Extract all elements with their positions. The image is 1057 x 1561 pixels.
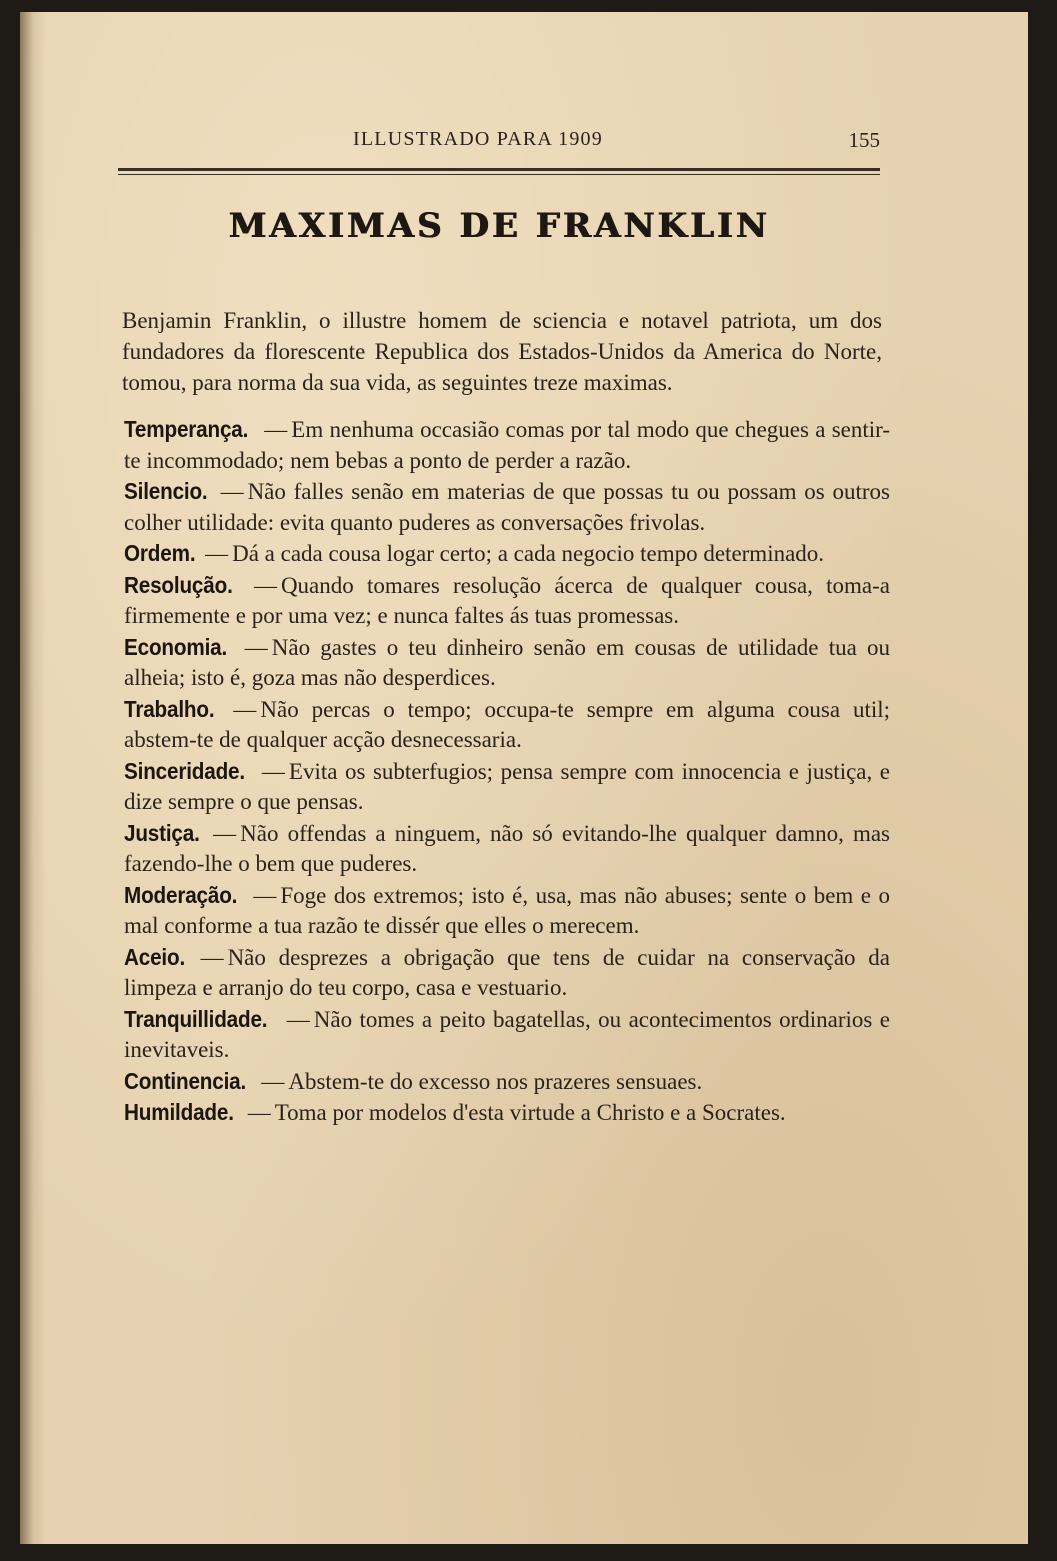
maxim-text: Não desprezes a obrigação que tens de cuidar na conservação da limpeza e arranjo do teu corpo, casa e vestuario. [124,944,890,1000]
article-heading: MAXIMAS DE FRANKLIN [228,206,770,246]
running-header [120,128,880,160]
intro-paragraph: Benjamin Franklin, o illustre homem de sciencia e notavel patriota, um dos fundadores da florescente Republica dos Estados-Unidos da America do Norte, tomou, para norma da sua vida, as seguintes treze maximas. [122,308,882,395]
maxim-term: Continencia. [124,1067,247,1094]
maxim-humildade [124,1097,890,1129]
maxim-justica [124,818,890,880]
em-dash: — [261,1068,285,1094]
maxim-temperanca [124,414,890,476]
maxim-text: Dá a cada cousa logar certo; a cada negocio tempo determinado. [232,541,825,566]
em-dash: — [205,541,229,566]
maxim-ordem [124,538,890,570]
maxim-term: Resolução. [124,571,233,598]
maxim-tranquillidade [124,1004,890,1066]
maxim-trabalho [124,694,890,756]
maxim-term: Temperança. [124,416,249,442]
em-dash: — [253,572,277,598]
maxim-term: Aceio. [124,943,186,970]
header-rule-thick [118,168,880,171]
maxim-term: Justiça. [124,819,200,846]
maxim-aceio [124,942,890,1004]
header-rule-thin [118,174,880,175]
maxim-term: Sinceridade. [124,757,245,784]
maxim-silencio [124,476,890,538]
page-number: 155 [848,128,880,152]
maxim-term: Ordem. [124,540,196,566]
maxim-term: Economia. [124,633,228,660]
maxim-text: Não percas o tempo; occupa-te sempre em alguma cousa util; abstem-te de qualquer acção desnecessaria. [124,696,891,752]
maxim-text: Quando tomares resolução ácerca de qualquer cousa, toma-a firmemente e por uma vez; e nunca faltes ás tuas promessas. [124,572,891,628]
maxim-text: Não falles senão em materias de que possas tu ou possam os outros colher utilidade: evita quanto puderes as conversações frivolas. [124,479,890,535]
em-dash: — [247,1100,271,1125]
maxim-text: Toma por modelos d'esta virtude a Christo e a Socrates. [274,1100,786,1125]
em-dash: — [253,882,277,908]
maxim-text: Abstem-te do excesso nos prazeres sensuaes. [288,1068,703,1094]
maxim-continencia [124,1066,890,1098]
em-dash: — [264,417,288,442]
maxim-term: Humildade. [124,1099,234,1125]
maxim-term: Tranquillidade. [124,1005,268,1032]
maxim-text: Foge dos extremos; isto é, usa, mas não abuses; sente o bem e o mal conforme a tua razão te dissér que elles o merecem. [124,882,891,938]
em-dash: — [286,1006,310,1032]
maxims-list [124,414,890,1129]
maxim-term: Trabalho. [124,695,215,722]
em-dash: — [213,820,237,846]
maxim-term: Moderação. [124,881,238,908]
maxim-text: Evita os subterfugios; pensa sempre com innocencia e justiça, e dize sempre o que pensas. [124,758,890,814]
page-binding-shadow [20,12,46,1544]
maxim-text: Em nenhuma occasião comas por tal modo que chegues a sentir-te incommodado; nem bebas a ponto de perder a razão. [124,417,891,473]
maxim-resolucao [124,570,890,632]
maxim-text: Não gastes o teu dinheiro senão em cousas de utilidade tua ou alheia; isto é, goza mas não desperdices. [124,634,891,690]
maxim-text: Não tomes a peito bagatellas, ou acontecimentos ordinarios e inevitaveis. [124,1006,891,1062]
maxim-term: Silencio. [124,478,208,504]
em-dash: — [220,479,244,504]
em-dash: — [261,758,285,784]
maxim-sinceridade [124,756,890,818]
maxim-text: Não offendas a ninguem, não só evitando-lhe qualquer damno, mas fazendo-lhe o bem que puderes. [124,820,891,876]
maxim-moderacao [124,880,890,942]
em-dash: — [244,634,268,660]
em-dash: — [200,944,224,970]
maxim-economia [124,632,890,694]
header-title: ILLUSTRADO PARA 1909 [353,128,603,150]
em-dash: — [233,696,257,722]
